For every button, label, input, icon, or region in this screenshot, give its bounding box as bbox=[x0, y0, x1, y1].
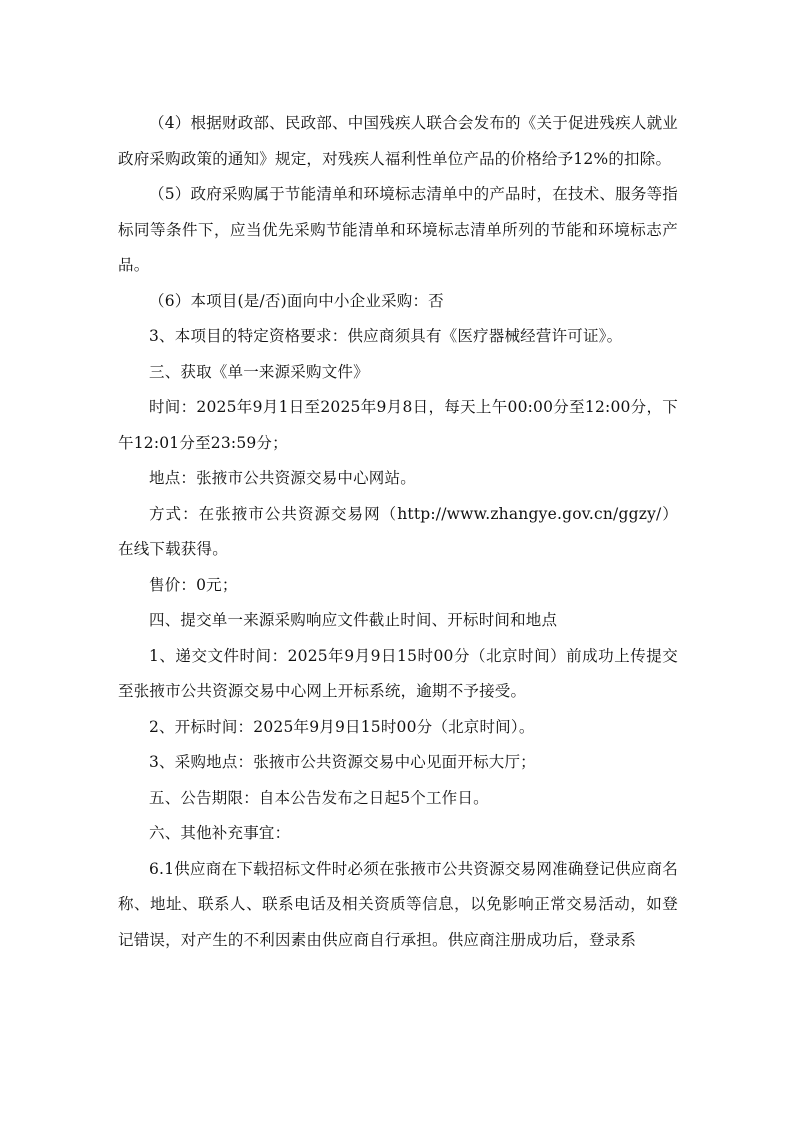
heading-notice-period: 五、公告期限：自本公告发布之日起5个工作日。 bbox=[149, 788, 489, 807]
heading-other-matters: 六、其他补充事宜： bbox=[149, 824, 291, 842]
document-body bbox=[118, 106, 678, 958]
paragraph-opening-time: 2、开标时间：2025年9月9日15时00分（北京时间）。 bbox=[149, 717, 535, 736]
paragraph-price: 售价：0元； bbox=[149, 575, 238, 594]
heading-obtain-documents: 三、获取《单一来源采购文件》 bbox=[149, 362, 369, 381]
paragraph-sme-procurement: （6）本项目(是/否)面向中小企业采购：否 bbox=[149, 291, 444, 310]
paragraph-energy-saving-priority: （5）政府采购属于节能清单和环境标志清单中的产品时，在技术、服务等指标同等条件下，应当优先采购节能清单和环境标志清单所列的节能和环境标志产品。 bbox=[118, 185, 678, 274]
paragraph-obtain-time: 时间：2025年9月1日至2025年9月8日，每天上午00:00分至12:00分，下午12:01分至23:59分； bbox=[118, 398, 678, 452]
paragraph-qualification: 3、本项目的特定资格要求：供应商须具有《医疗器械经营许可证》。 bbox=[149, 327, 623, 345]
paragraph-disability-discount: （4）根据财政部、民政部、中国残疾人联合会发布的《关于促进残疾人就业政府采购政策的通知》规定，对残疾人福利性单位产品的价格给予12%的扣除。 bbox=[118, 114, 678, 168]
paragraph-obtain-location: 地点：张掖市公共资源交易中心网站。 bbox=[149, 469, 416, 487]
paragraph-registration-note: 6.1供应商在下载招标文件时必须在张掖市公共资源交易网准确登记供应商名称、地址、联系人、联系电话及相关资质等信息，以免影响正常交易活动，如登记错误，对产生的不利因素由供应商自行承担。供应商注册成功后，登录系 bbox=[118, 859, 678, 949]
heading-submission-deadline: 四、提交单一来源采购响应文件截止时间、开标时间和地点 bbox=[149, 611, 558, 629]
paragraph-obtain-method: 方式：在张掖市公共资源交易网（http://www.zhangye.gov.cn/ggzy/）在线下载获得。 bbox=[118, 504, 678, 558]
paragraph-submission-time: 1、递交文件时间：2025年9月9日15时00分（北京时间）前成功上传提交至张掖市公共资源交易中心网上开标系统，逾期不予接受。 bbox=[118, 646, 678, 700]
paragraph-procurement-location: 3、采购地点：张掖市公共资源交易中心见面开标大厅； bbox=[149, 753, 536, 771]
